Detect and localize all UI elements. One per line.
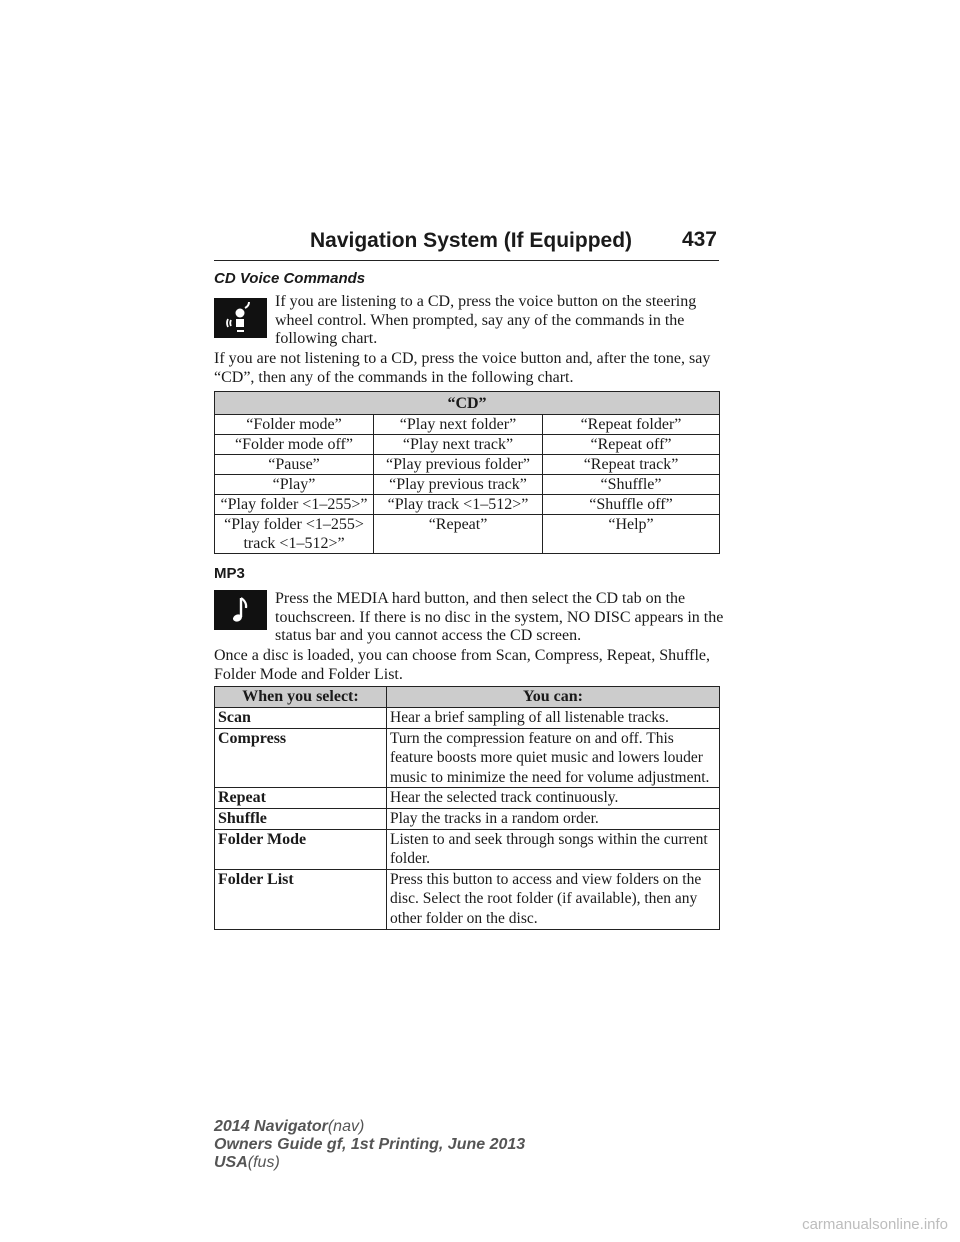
table-cell: “Repeat track” <box>543 455 720 475</box>
footer-region-code: (fus) <box>247 1154 280 1171</box>
option-name: Shuffle <box>215 808 387 829</box>
table-cell: “Repeat folder” <box>543 415 720 435</box>
table-cell: “Play next folder” <box>374 415 543 435</box>
option-name: Compress <box>215 728 387 788</box>
page-number: 437 <box>681 228 717 251</box>
column-header: You can: <box>387 687 720 708</box>
music-note-icon <box>214 590 267 630</box>
option-description: Listen to and seek through songs within the current folder. <box>387 829 720 869</box>
footer-region: USA <box>214 1154 248 1171</box>
mp3-heading: MP3 <box>214 565 245 582</box>
option-description: Play the tracks in a random order. <box>387 808 720 829</box>
mp3-intro-text: Press the MEDIA hard button, and then select the CD tab on the touchscreen. If there is no disc in the system, NO DISC appears in the status bar and you cannot access the CD screen. <box>275 590 724 645</box>
table-cell: “Play” <box>215 475 374 495</box>
table-cell: “Play previous folder” <box>374 455 543 475</box>
table-row <box>215 788 720 809</box>
table-cell: “Play folder <1–255> track <1–512>” <box>215 515 374 554</box>
option-description: Press this button to access and view folders on the disc. Select the root folder (if available), then any other folder on the disc. <box>387 869 720 929</box>
voice-command-icon <box>214 298 267 338</box>
table-cell: “Pause” <box>215 455 374 475</box>
table-cell: “Shuffle off” <box>543 495 720 515</box>
cd-commands-table <box>214 391 720 554</box>
mp3-options-table <box>214 686 720 930</box>
option-name: Folder Mode <box>215 829 387 869</box>
column-header: When you select: <box>215 687 387 708</box>
cd-table-header: “CD” <box>215 392 720 415</box>
table-cell: “Shuffle” <box>543 475 720 495</box>
table-row <box>215 808 720 829</box>
page-title: Navigation System (If Equipped) <box>310 229 633 252</box>
table-cell: “Repeat off” <box>543 435 720 455</box>
table-row <box>215 475 720 495</box>
table-cell: “Play folder <1–255>” <box>215 495 374 515</box>
watermark: carmanualsonline.info <box>802 1216 948 1233</box>
table-cell: “Play next track” <box>374 435 543 455</box>
table-cell: “Play previous track” <box>374 475 543 495</box>
table-cell: “Folder mode” <box>215 415 374 435</box>
table-cell: “Folder mode off” <box>215 435 374 455</box>
option-name: Folder List <box>215 869 387 929</box>
table-row <box>215 869 720 929</box>
table-cell: “Play track <1–512>” <box>374 495 543 515</box>
page-header <box>214 228 719 261</box>
table-cell: “Help” <box>543 515 720 554</box>
table-row <box>215 495 720 515</box>
cd-followup-text: If you are not listening to a CD, press the voice button and, after the tone, say “CD”, then any of the commands in the following chart. <box>214 350 711 386</box>
option-description: Hear a brief sampling of all listenable tracks. <box>387 708 720 729</box>
cd-voice-commands-heading: CD Voice Commands <box>214 270 366 287</box>
footer-edition: Owners Guide gf, 1st Printing, June 2013 <box>214 1136 526 1153</box>
table-row <box>215 515 720 554</box>
mp3-followup-text: Once a disc is loaded, you can choose from Scan, Compress, Repeat, Shuffle, Folder Mode and Folder List. <box>214 647 711 683</box>
cd-intro-text: If you are listening to a CD, press the voice button on the steering wheel control. When prompted, say any of the commands in the following chart. <box>275 293 697 348</box>
table-row <box>215 435 720 455</box>
table-row <box>215 728 720 788</box>
option-description: Turn the compression feature on and off. This feature boosts more quiet music and lowers louder music to minimize the need for volume adjustment. <box>387 728 720 788</box>
option-description: Hear the selected track continuously. <box>387 788 720 809</box>
table-row <box>215 708 720 729</box>
document-footer <box>214 1118 525 1172</box>
footer-model: 2014 Navigator <box>214 1118 328 1135</box>
option-name: Repeat <box>215 788 387 809</box>
option-name: Scan <box>215 708 387 729</box>
table-row <box>215 455 720 475</box>
footer-model-code: (nav) <box>327 1118 365 1135</box>
table-row <box>215 415 720 435</box>
table-cell: “Repeat” <box>374 515 543 554</box>
table-row <box>215 829 720 869</box>
